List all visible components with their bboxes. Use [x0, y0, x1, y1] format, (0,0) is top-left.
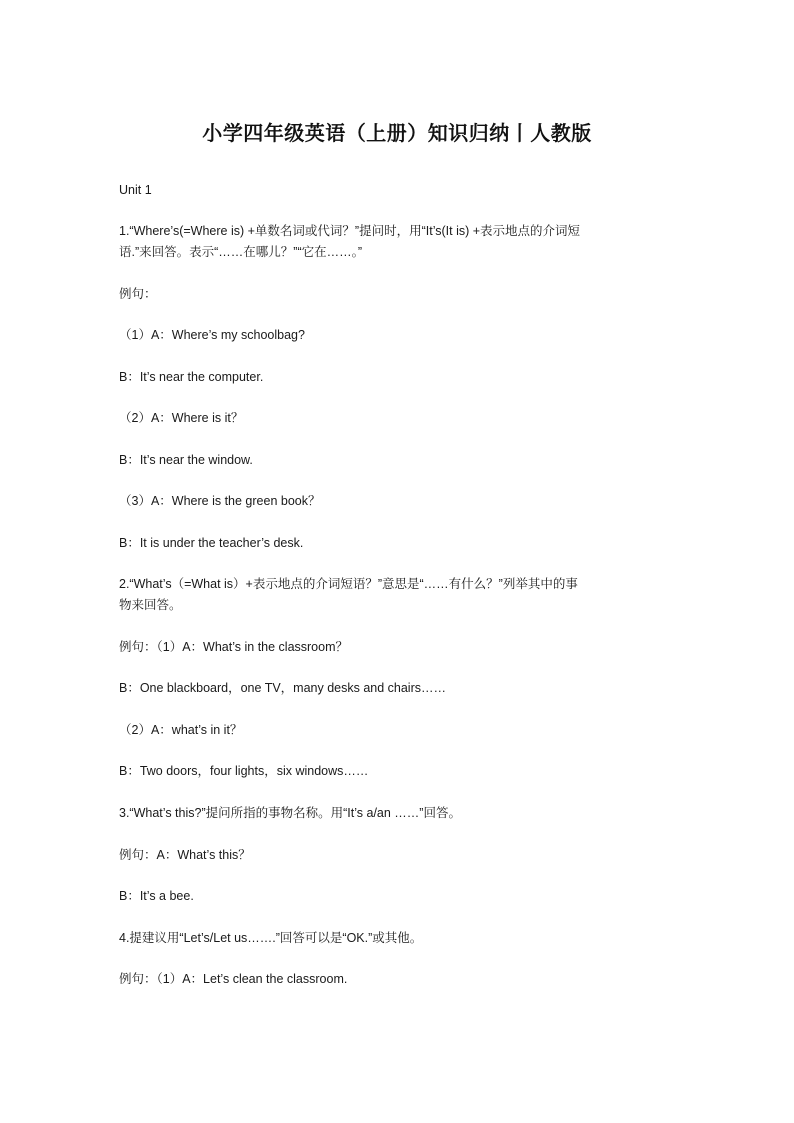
point-2-example-1-question: 例句：（1）A：What’s in the classroom？ — [119, 640, 348, 654]
point-2-example-2-question: （2）A：what’s in it？ — [119, 723, 243, 737]
point-2-example-1-answer: B：One blackboard，one TV，many desks and chairs…… — [119, 681, 447, 695]
point-3-example-question: 例句：A：What’s this？ — [119, 848, 251, 862]
example-2-answer: B：It’s near the window. — [119, 453, 253, 467]
point-1-line-1: 1.“Where’s(=Where is) +单数名词或代词？”提问时，用“It’s(It is) +表示地点的介词短 — [119, 224, 581, 238]
point-2-line-2: 物来回答。 — [119, 598, 182, 612]
example-1-question: （1）A：Where’s my schoolbag? — [119, 328, 305, 342]
point-1-line-2: 语.”来回答。表示“……在哪儿？”“它在……。” — [119, 245, 363, 259]
example-1-answer: B：It’s near the computer. — [119, 370, 264, 384]
example-label: 例句： — [119, 287, 157, 301]
point-2-example-2-answer: B：Two doors，four lights，six windows…… — [119, 764, 369, 778]
example-2-question: （2）A：Where is it？ — [119, 411, 244, 425]
example-3-question: （3）A：Where is the green book？ — [119, 494, 321, 508]
document-title: 小学四年级英语（上册）知识归纳丨人教版 — [202, 121, 592, 145]
point-3-line: 3.“What’s this?”提问所指的事物名称。用“It’s a/an ……”回答。 — [119, 806, 461, 820]
unit-heading: Unit 1 — [119, 183, 152, 197]
example-3-answer: B：It is under the teacher’s desk. — [119, 536, 304, 550]
point-4-example-question: 例句：（1）A：Let’s clean the classroom. — [119, 972, 348, 986]
point-4-line: 4.提建议用“Let’s/Let us…….”回答可以是“OK.”或其他。 — [119, 931, 423, 945]
point-3-example-answer: B：It’s a bee. — [119, 889, 194, 903]
point-2-line-1: 2.“What’s（=What is）+表示地点的介词短语？”意思是“……有什么？”列举其中的事 — [119, 577, 578, 591]
